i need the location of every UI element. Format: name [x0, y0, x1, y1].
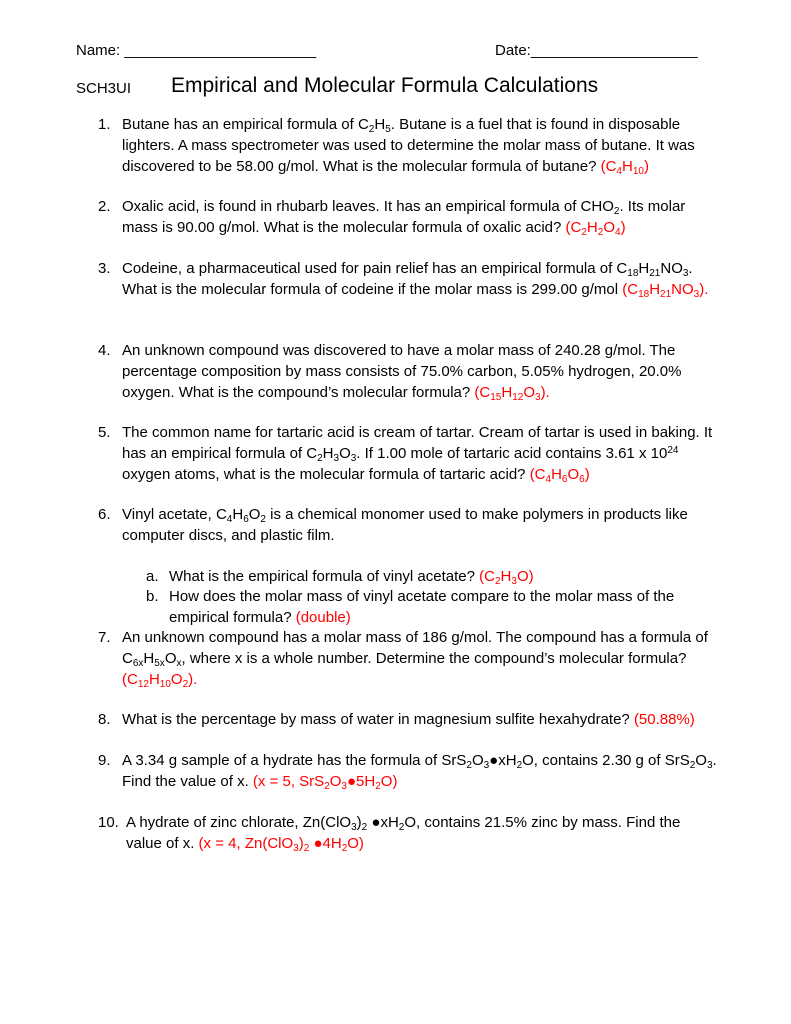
answer-text: (x = 5, $SrS_2O_3●5H_2O$) [252, 773, 398, 792]
question-text: A hydrate of zinc chlorate, $Zn(ClO_3)_2$ $●xH_2O$, contains 21.5% zinc by mass. Find the value of x. (x = 4, $Zn(ClO_3)_2$ $●4H_2O$) [126, 814, 681, 854]
question-3 [98, 258, 718, 300]
question-text: An unknown compound has a molar mass of 186 g/mol. The compound has a formula of $C_{6x}H_{5x}O_x$, where x is a whole number. Determine the compound’s molecular formula? $(C_{12}H_{10}O_2)$. [122, 629, 708, 690]
name-field-label: Name: _______________________ [76, 42, 317, 59]
question-number: 6. [98, 506, 111, 523]
question-text [122, 709, 738, 730]
question-6b [146, 586, 716, 628]
question-text: A 3.34 g sample of a hydrate has the formula of $SrS_2O_3●xH_2O$, contains 2.30 g of $SrS_2O_3$. Find the value of x. (x = 5, $SrS_2O_3●5H_2O$) [122, 752, 717, 792]
question-number: 4. [98, 342, 111, 359]
question-text: Oxalic acid, is found in rhubarb leaves. It has an empirical formula of $CHO_2$. Its molar mass is 90.00 g/mol. What is the molecular formula of oxalic acid? $(C_2H_2O_4)$ [122, 198, 686, 238]
answer-text: $(C_2H_2O_4)$ [565, 219, 626, 238]
answer-text: $(C_{12}H_{10}O_2)$. [122, 671, 198, 690]
subpart-text: How does the molar mass of vinyl acetate compare to the molar mass of the empirical formula? (double) [169, 588, 675, 626]
question-number: 10. [98, 814, 119, 831]
question-body: What is the percentage by mass of water in magnesium sulfite hexahydrate? [122, 711, 630, 728]
question-7 [98, 627, 718, 690]
question-10 [98, 812, 718, 854]
question-text: Codeine, a pharmaceutical used for pain relief has an empirical formula of $C_{18}H_{21}NO_3$. What is the molecular formula of codeine if the molar mass is 299.00 g/mol $(C_{18}H_{21}NO_3)$. [122, 260, 709, 300]
question-4 [98, 340, 718, 403]
answer-text: $(C_{18}H_{21}NO_3)$. [622, 281, 709, 300]
question-number: 7. [98, 629, 111, 646]
question-9 [98, 750, 718, 792]
subpart-text: What is the empirical formula of vinyl acetate? $(C_2H_3O)$ [169, 568, 534, 587]
question-number: 8. [98, 711, 111, 728]
question-1 [98, 114, 718, 177]
question-8 [98, 709, 738, 730]
question-number: 3. [98, 260, 111, 277]
subpart-letter: a. [146, 568, 159, 585]
answer-text: (50.88%) [633, 711, 695, 728]
answer-text: $(C_4H_{10})$ [600, 158, 649, 177]
date-field-label: Date:____________________ [495, 42, 698, 59]
answer-text: (double) [295, 609, 351, 626]
answer-text: $(C_{15}H_{12}O_3)$. [474, 384, 550, 403]
question-number: 5. [98, 424, 111, 441]
answer-text: (x = 4, $Zn(ClO_3)_2$ $●4H_2O$) [198, 835, 364, 854]
subpart-letter: b. [146, 588, 159, 605]
question-6 [98, 504, 718, 546]
answer-text: $(C_2H_3O)$ [479, 568, 534, 587]
question-text: The common name for tartaric acid is cream of tartar. Cream of tartar is used in baking. It has an empirical formula of $C_2H_3O_3$. If 1.00 mole of tartaric acid contains 3.61 x $10^{24}$ oxygen atoms, what is the molecular formula of tartaric acid? $(C_4H_6O_6)$ [122, 424, 713, 485]
question-2 [98, 196, 718, 238]
question-number: 9. [98, 752, 111, 769]
question-number: 2. [98, 198, 111, 215]
course-code: SCH3UI [76, 80, 132, 97]
answer-text: $(C_4H_6O_6)$ [529, 466, 590, 485]
question-text: An unknown compound was discovered to have a molar mass of 240.28 g/mol. The percentage composition by mass consists of 75.0% carbon, 5.05% hydrogen, 20.0% oxygen. What is the compound’s molecular formula? $(C_{15}H_{12}O_3)$. [122, 342, 682, 403]
question-number: 1. [98, 116, 111, 133]
question-text: Butane has an empirical formula of $C_2H_5$. Butane is a fuel that is found in disposable lighters. A mass spectrometer was used to determine the molar mass of butane. It was discovered to be 58.00 g/mol. What is the molecular formula of butane? $(C_4H_{10})$ [122, 116, 695, 177]
question-text: Vinyl acetate, $C_4H_6O_2$ is a chemical monomer used to make polymers in products like computer discs, and plastic film. [122, 506, 688, 544]
page-title: Empirical and Molecular Formula Calculations [171, 74, 599, 97]
question-6a [146, 566, 716, 587]
question-5 [98, 422, 718, 485]
